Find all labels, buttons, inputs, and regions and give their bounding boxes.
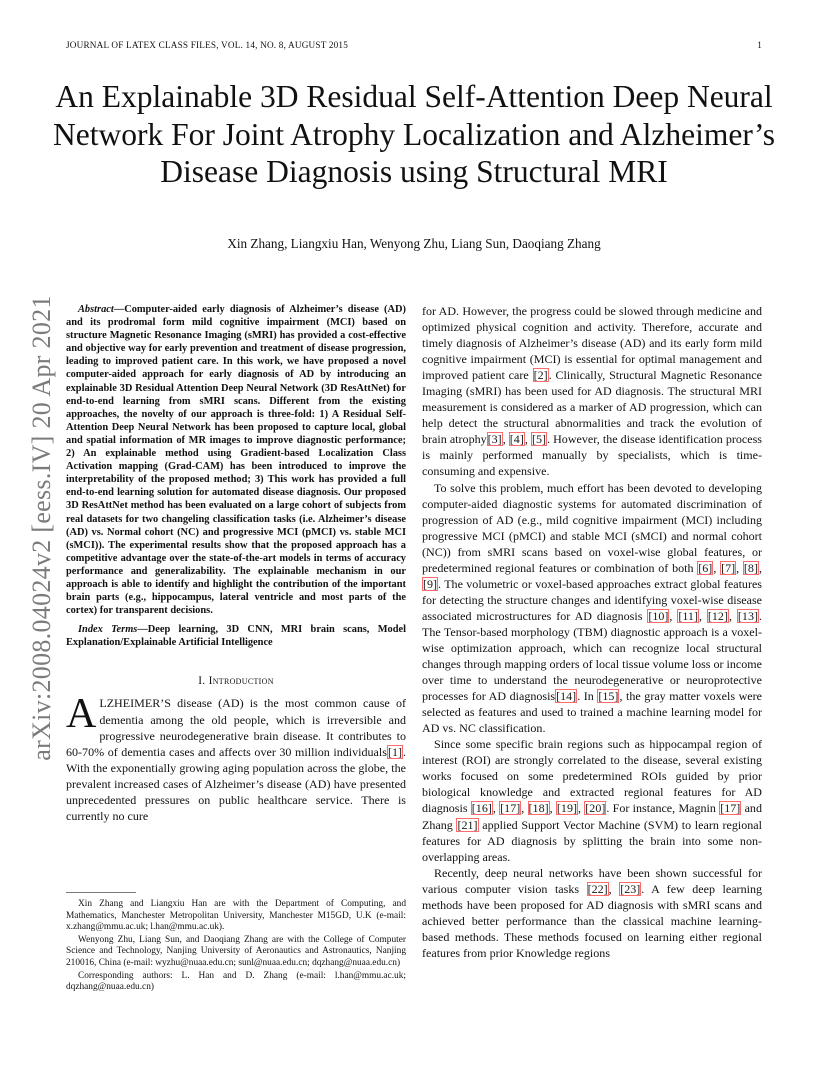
index-terms-text: —Deep learning, 3D CNN, MRI brain scans, Model Explanation/Explainable Artificial Intelligence (66, 624, 406, 649)
citation-link[interactable]: [20] (585, 801, 606, 816)
body-text: , (758, 560, 762, 575)
body-text: , (728, 608, 737, 623)
citation-link[interactable]: [17] (500, 801, 521, 816)
section-number: I. (198, 675, 209, 688)
body-paragraph (422, 303, 762, 480)
citation-link[interactable]: [17] (720, 801, 741, 816)
author-list: Xin Zhang, Liangxiu Han, Wenyong Zhu, Liang Sun, Daoqiang Zhang (227, 236, 601, 251)
body-text: , (713, 560, 721, 575)
arxiv-stamp (21, 282, 63, 774)
body-paragraph (422, 480, 762, 737)
citation-link[interactable]: [2] (533, 368, 548, 383)
citation-link[interactable]: [1] (387, 744, 402, 759)
body-text: applied Support Vector Machine (SVM) to learn regional features for AD diagnosis by splitting the brain into some non-overlapping areas. (422, 817, 763, 864)
footnote-corresponding: Corresponding authors: L. Han and D. Zhang (e-mail: l.han@mmu.ac.uk; dqzhang@nuaa.edu.cn) (66, 970, 406, 993)
citation-link[interactable]: [8] (743, 560, 758, 575)
body-text: , the gray matter voxels were selected as features and used to trained a machine learning model for AD vs. NC classification. (422, 689, 762, 736)
body-text: and Zhang (422, 801, 762, 832)
body-paragraph (422, 865, 762, 961)
body-text: , (492, 801, 500, 816)
citation-link[interactable]: [10] (648, 608, 669, 623)
body-paragraph (422, 736, 762, 864)
paper-title: An Explainable 3D Residual Self-Attention Deep Neural Network For Joint Atrophy Localization and Alzheimer’s Disease Diagnosis using Structural MRI (52, 79, 776, 189)
footnote-divider (66, 892, 136, 893)
citation-link[interactable]: [13] (737, 608, 758, 623)
footnotes (66, 899, 406, 995)
body-text: . Clinically, Structural Magnetic Resonance Imaging (sMRI) has been used for AD diagnosis. The structural MRI measurement is considered as a marker of AD progression, which can help detect the structural abnormalities and track the evolution of brain atrophy (422, 368, 762, 447)
page-number: 1 (757, 40, 762, 50)
body-text: . The Tensor-based morphology (TBM) diagnostic approach is a voxel-wise optimization approach, which can recognize local structural changes through mapping orders of local tissue volume loss or income over time to understand the neurodegenerative or neuroprotective processes for AD diagnosis (422, 608, 762, 704)
citation-link[interactable]: [6] (698, 560, 713, 575)
right-column (422, 303, 762, 961)
index-terms-lead: Index Terms (78, 624, 138, 636)
body-text: , (549, 801, 556, 816)
intro-paragraph (66, 691, 406, 823)
intro-text: . With the exponentially growing aging population across the globe, the prevalent increased cases of Alzheimer’s disease (AD) have presented unprecedented pressures on public healthcare service. There is currently no cure (66, 744, 406, 823)
body-text: . For instance, Magnin (606, 801, 720, 816)
citation-link[interactable]: [9] (423, 576, 438, 591)
body-text: Since some specific brain regions such as hippocampal region of interest (ROI) are strongly correlated to the disease, several existing works focused on some predetermined ROIs guided by prior biological knowledge and extracted regional features for AD diagnosis (422, 737, 762, 816)
citation-link[interactable]: [16] (471, 801, 492, 816)
body-text: , (698, 608, 707, 623)
body-text: , (502, 432, 509, 447)
body-text: , (521, 801, 528, 816)
citation-link[interactable]: [3] (487, 432, 502, 447)
intro-text: LZHEIMER’S disease (AD) is the most common cause of dementia among the old people, which is irreversible and progressive neurodegenerative brain disease. It contributes to 60-70% of dementia cases and affects over 30 million individuals (66, 696, 406, 759)
body-text: , (578, 801, 585, 816)
arxiv-stamp-text: arXiv:2008.04024v2 [eess.IV] 20 Apr 2021 (27, 295, 56, 761)
citation-link[interactable]: [23] (620, 881, 641, 896)
citation-link[interactable]: [15] (598, 689, 619, 704)
citation-link[interactable]: [12] (707, 608, 728, 623)
dropcap-letter: A (66, 691, 97, 738)
body-text: . The volumetric or voxel-based approaches extract global features for detecting the structure changes and identifying voxel-wise disease associated microstructures for AD diagnosis (422, 576, 762, 623)
citation-link[interactable]: [21] (457, 817, 478, 832)
citation-link[interactable]: [5] (531, 432, 546, 447)
abstract-text: —Computer-aided early diagnosis of Alzheimer’s disease (AD) and its prodromal form mild cognitive impairment (MCI) based on structure Magnetic Resonance Imaging (sMRI) has provided a cost-effective and objective way for early prevention and treatment of disease progression, leading to improved patient care. In this work, we have proposed a novel computer-aided approach for early diagnosis of AD by introducing an explainable 3D Residual Attention Deep Neural Network (3D ResAttNet) for end-to-end learning from sMRI scans. Different from the existing approaches, the novelty of our approach is three-fold: 1) A Residual Self-Attention Deep Neural Network has been proposed to capture local, global and spatial information of MR images to improve diagnostic performance; 2) An explainable method using Gradient-based Localization Class Activation mapping (Grad-CAM) has been introduced to improve the interpretability of the proposed method; 3) This work has provided a full end-to-end learning solution for automated disease diagnosis. Our proposed 3D ResAttNet method has been evaluated on a large cohort of subjects from real datasets for two changeling classification tasks (i.e. Alzheimer’s disease (AD) vs. Normal cohort (NC) and progressive MCI (pMCI) vs. stable MCI (sMCI)). The experimental results show that the proposed approach has a competitive advantage over the state-of-the-art models in terms of accuracy performance and generalizability. The explainable mechanism in our approach is able to identify and highlight the contribution of the important brain parts (e.g., hippocampus, lateral ventricle and most parts of the cortex) for transparent decisions. (66, 304, 406, 617)
journal-name: JOURNAL OF LATEX CLASS FILES, VOL. 14, NO. 8, AUGUST 2015 (66, 40, 349, 50)
body-text: , (669, 608, 678, 623)
section-heading-introduction (66, 673, 406, 689)
body-text: , (608, 881, 620, 896)
section-title: Introduction (208, 675, 274, 688)
body-text: , (524, 432, 531, 447)
body-text: for AD. However, the progress could be slowed through medicine and optimized physical cognition and activity. Therefore, accurate and timely diagnosis of Alzheimer’s disease (AD) and its early form mild cognitive impairment (MCI) is essential for optimal management and improved patient care (422, 304, 762, 383)
body-text: Recently, deep neural networks have been shown successful for various computer vision tasks (422, 865, 762, 896)
abstract-lead: Abstract (78, 304, 114, 315)
footnote-affiliation-2: Wenyong Zhu, Liang Sun, and Daoqiang Zhang are with the College of Computer Science and Technology, Nanjing University of Aeronautics and Astronautics, Nanjing 210016, China (e-mail: wyzhu@nuaa.edu.cn; sunl@nuaa.edu.cn; dqzhang@nuaa.edu.cn) (66, 934, 406, 968)
body-text: , (736, 560, 743, 575)
citation-link[interactable]: [18] (528, 801, 549, 816)
left-column (66, 303, 406, 824)
citation-link[interactable]: [19] (556, 801, 577, 816)
footnote-affiliation-1: Xin Zhang and Liangxiu Han are with the Department of Computing, and Mathematics, Manchester Metropolitan University, Manchester M15GD, U.K (e-mail: x.zhang@mmu.ac.uk; l.han@mmu.ac.uk). (66, 899, 406, 933)
citation-link[interactable]: [4] (509, 432, 524, 447)
body-text: To solve this problem, much effort has been devoted to developing computer-aided diagnostic systems for automated discrimination of progression of AD (e.g., mild cognitive impairment (MCI) including progressive MCI (pMCI) and stable MCI (sMCI) and normal cohort (NC)) from sMRI scans based on voxel-wise global features, or predetermined regional features or combination of both (422, 480, 762, 575)
citation-link[interactable]: [7] (721, 560, 736, 575)
body-text: . A few deep learning methods have been proposed for AD diagnosis with sMRI scans and achieved better performance than the classical machine learning-based methods. These methods focused on learning either regional features from prior Knowledge regions (422, 881, 762, 960)
body-text: . In (577, 689, 598, 704)
citation-link[interactable]: [22] (587, 881, 608, 896)
index-terms (66, 623, 406, 649)
citation-link[interactable]: [14] (556, 689, 577, 704)
running-header (66, 40, 762, 54)
abstract (66, 303, 406, 617)
citation-link[interactable]: [11] (678, 608, 698, 623)
body-text: . However, the disease identification process is mainly performed manually by specialists, which is time-consuming and expensive. (422, 432, 762, 479)
